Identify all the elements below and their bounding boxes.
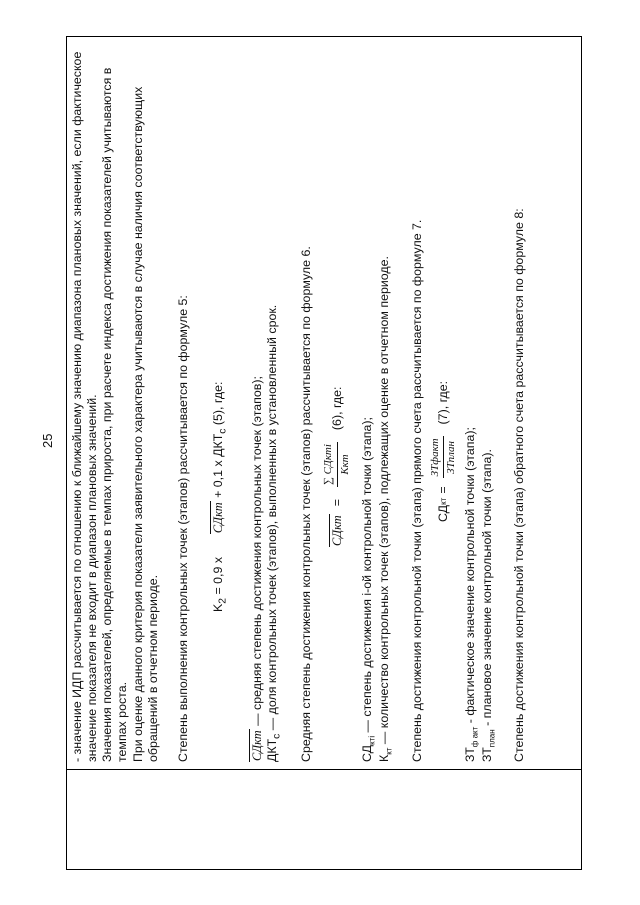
def2-symbol: ДКТ — [265, 738, 280, 762]
document-table-frame — [66, 36, 582, 870]
definition-kkt — [377, 44, 394, 762]
definition-zt-plan — [480, 44, 497, 762]
definition-zt-fact — [463, 44, 480, 762]
def4-symbol: К — [377, 754, 392, 762]
definition-cdkt — [250, 44, 265, 762]
def5-text: - фактическое значение контрольной точки (этапа); — [462, 427, 477, 724]
formula-5 — [211, 44, 230, 762]
paragraph-declarative-indicators: При оценке данного критерия показатели заявительного характера учитываются в случае наличия соответствующих обращений в отчетном периоде. — [130, 86, 160, 762]
def3-text: — степень достижения i-ой контрольной точки (этапа); — [360, 417, 375, 733]
def3-sub: кті — [367, 735, 377, 745]
formula7-tail: (7), где: — [436, 380, 451, 425]
def4-sub: кт — [384, 747, 394, 755]
formula6-numerator: ∑ СДкті — [322, 442, 337, 487]
formula5-k-sub: 2 — [217, 597, 229, 604]
def3-symbol: СД — [360, 744, 375, 762]
def5-symbol: ЗТ — [462, 747, 477, 762]
formula7-numerator: ЗТфакт — [429, 436, 444, 478]
paragraph-formula6-intro: Средняя степень достижения контрольных точек (этапов) рассчитывается по формуле 6. — [299, 246, 314, 762]
formula5-plus: + 0,1 x ДКТ — [210, 433, 225, 498]
formula5-tail: (5), где: — [210, 381, 225, 426]
formula5-dkt-sub: с — [217, 428, 229, 434]
page-number: 25 — [40, 433, 55, 448]
def6-sub: план — [487, 729, 497, 748]
def1-text: — средняя степень достижения контрольных точек (этапов); — [249, 376, 264, 726]
def2-sub: с — [271, 733, 283, 739]
formula7-fraction — [429, 436, 459, 478]
paragraph-growth-rates: Значения показателей, определяемые в темпах прироста, при расчете индекса достижения показателей учитываются в темпах роста. — [100, 67, 130, 762]
formula7-sub: кт — [438, 497, 448, 505]
def4-text: — количество контрольных точек (этапов), подлежащих оценке в отчетном периоде. — [377, 256, 392, 745]
formula7-cd: СД — [436, 504, 451, 522]
formula6-denominator: Ккт — [338, 454, 351, 475]
paragraph-formula8-intro: Степень достижения контрольной точки (этапа) обратного счета рассчитывается по формуле 8: — [512, 208, 527, 762]
document-text-block — [68, 38, 582, 768]
definition-cdkti — [360, 44, 377, 762]
formula6-fraction — [322, 442, 352, 487]
formula5-k: K — [210, 603, 225, 612]
def6-symbol: ЗТ — [480, 747, 495, 762]
formula-7 — [425, 44, 463, 762]
definition-dktc — [265, 44, 284, 762]
paragraph-idp-nearest-value: - значение ИДП рассчитывается по отношению к ближайшему значению диапазона плановых значений, если фактическое значение показателя не входит в диапазон плановых значений. — [70, 51, 100, 762]
formula5-eq: = 0,9 x — [210, 556, 225, 595]
formula5-cdkt: СДкт — [210, 502, 225, 534]
table-row-divider — [67, 769, 581, 770]
paragraph-formula5-intro: Степень выполнения контрольных точек (этапов) рассчитывается по формуле 5: — [175, 295, 190, 762]
formula7-eq: = — [436, 486, 451, 494]
paragraph-formula7-intro: Степень достижения контрольной точки (этапа) прямого счета рассчитывается по формуле 7. — [409, 219, 424, 762]
def5-sub: ф акт — [470, 726, 480, 748]
def6-text: - плановое значение контрольной точки (этапа). — [480, 449, 495, 726]
formula6-tail: (6), где: — [329, 386, 344, 431]
formula7-denominator: ЗТплан — [445, 441, 458, 474]
def2-text: — доля контрольных точек (этапов), выполненных в установленный срок. — [265, 304, 280, 731]
formula6-eq: = — [329, 499, 344, 507]
formula-6 — [314, 44, 360, 762]
def1-symbol: СДкт — [249, 730, 264, 761]
formula6-cdkt: СДкт — [330, 515, 345, 546]
